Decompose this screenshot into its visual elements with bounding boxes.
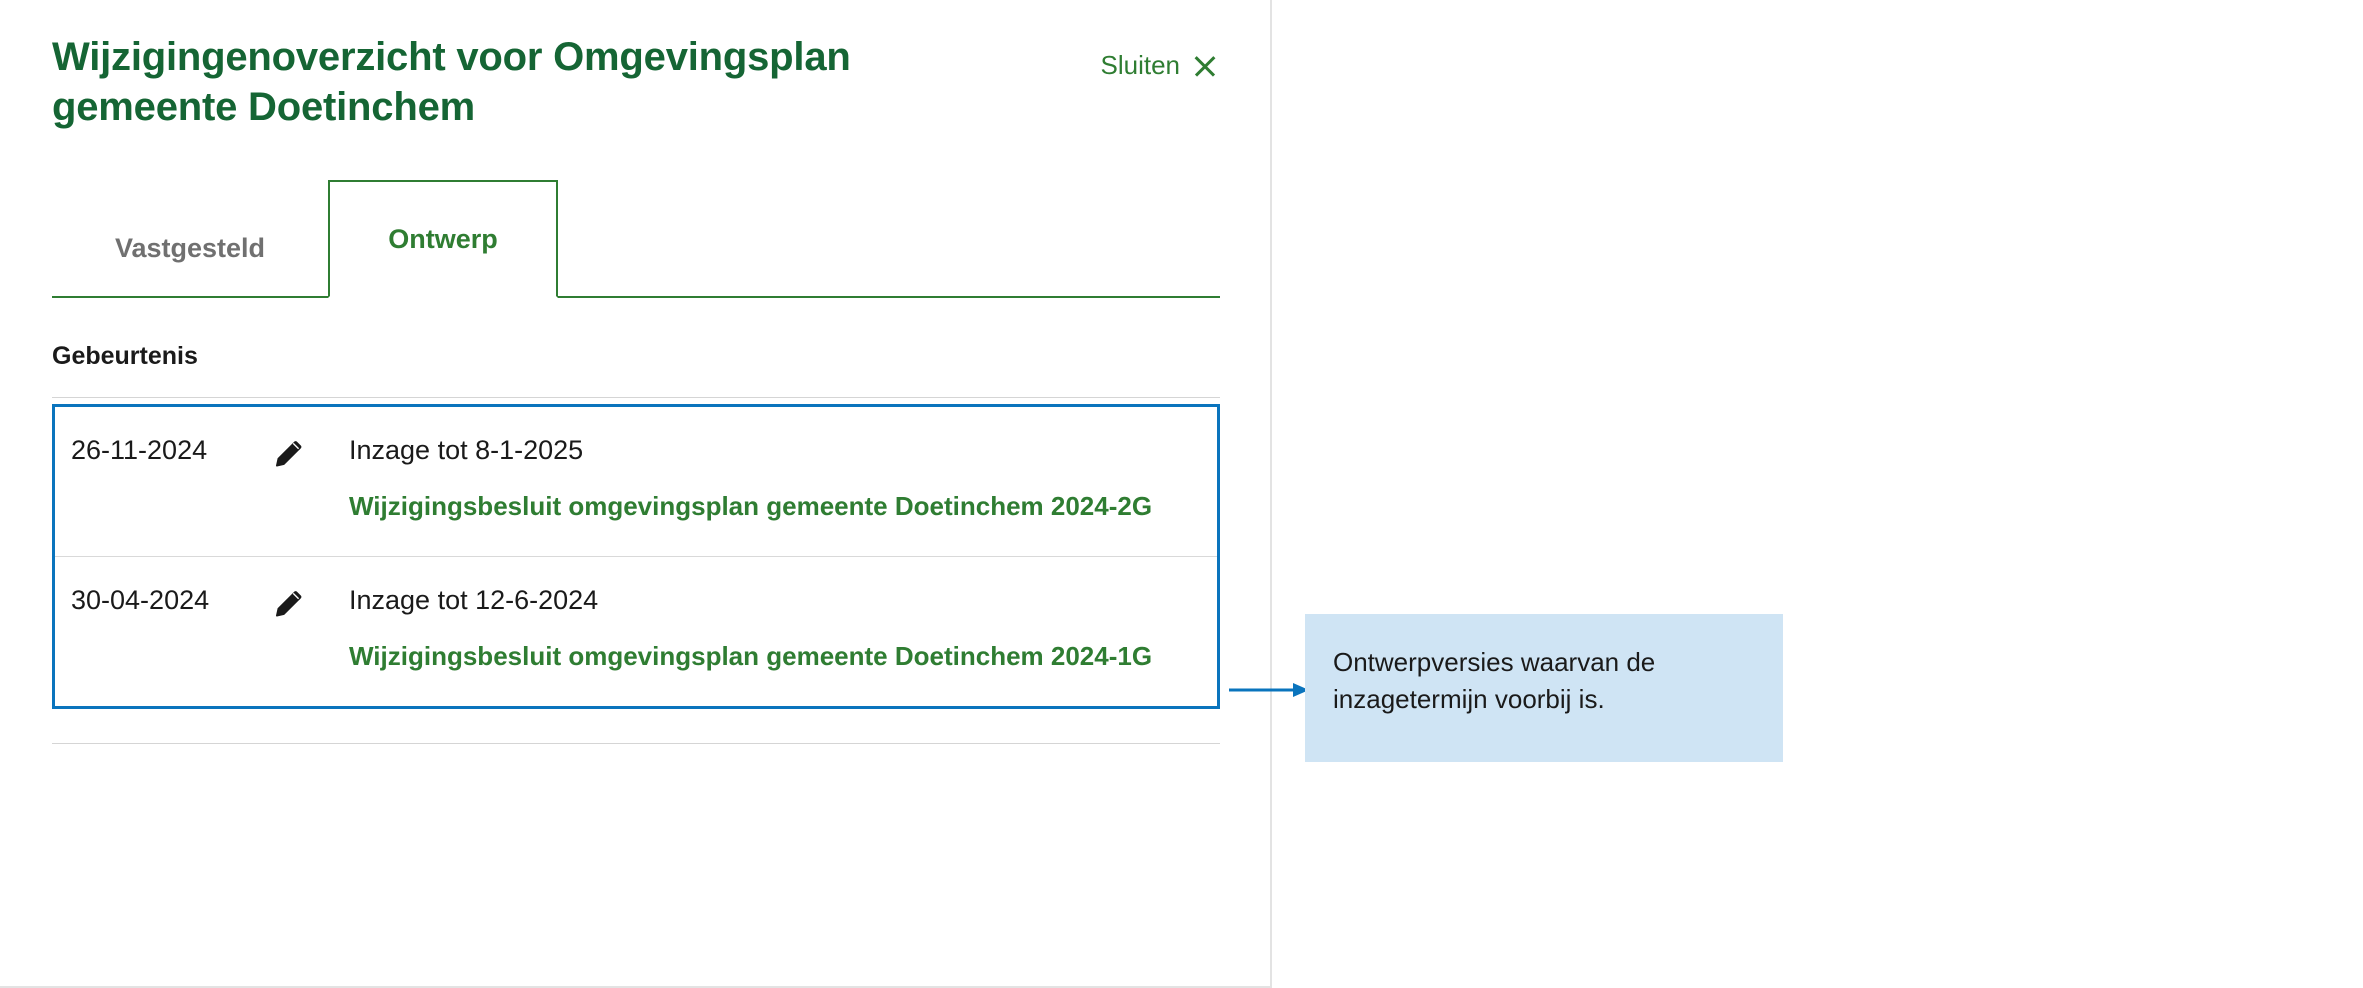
pencil-icon [271,433,349,471]
highlighted-rows-group [52,404,1220,709]
close-icon [1192,53,1218,79]
row-body [349,583,1217,676]
row-status: Inzage tot 12-6-2024 [349,584,599,615]
annotation-callout [1305,614,1783,762]
panel-content [52,32,1218,744]
row-document-link[interactable]: Wijzigingsbesluit omgevingsplan gemeente Doetinchem 2024-1G [349,640,1153,671]
row-date: 26-11-2024 [71,435,208,465]
tab-ontwerp[interactable]: Ontwerp [328,180,558,298]
tab-baseline [52,296,1220,298]
close-button-label: Sluiten [1100,50,1180,80]
pencil-icon [271,583,349,621]
events-table [52,342,1220,744]
tab-vastgesteld[interactable]: Vastgesteld [52,200,328,296]
row-body [349,433,1217,526]
close-button[interactable] [1101,32,1219,81]
annotation-arrow-icon [1229,680,1309,700]
table-row[interactable] [55,407,1217,556]
panel-header [52,32,1218,132]
tab-bar [52,178,1220,298]
table-row[interactable] [55,556,1217,706]
column-header-gebeurtenis: Gebeurtenis [52,342,1220,398]
row-date: 30-04-2024 [71,584,210,615]
annotation-text: Ontwerpversies waarvan de inzagetermijn voorbij is. [1333,647,1656,714]
page-title: Wijzigingenoverzicht voor Omgevingsplan gemeente Doetinchem [52,35,851,129]
row-document-link[interactable]: Wijzigingsbesluit omgevingsplan gemeente Doetinchem 2024-2G [349,491,1153,522]
table-bottom-divider [52,743,1220,744]
row-status: Inzage tot 8-1-2025 [349,435,584,465]
